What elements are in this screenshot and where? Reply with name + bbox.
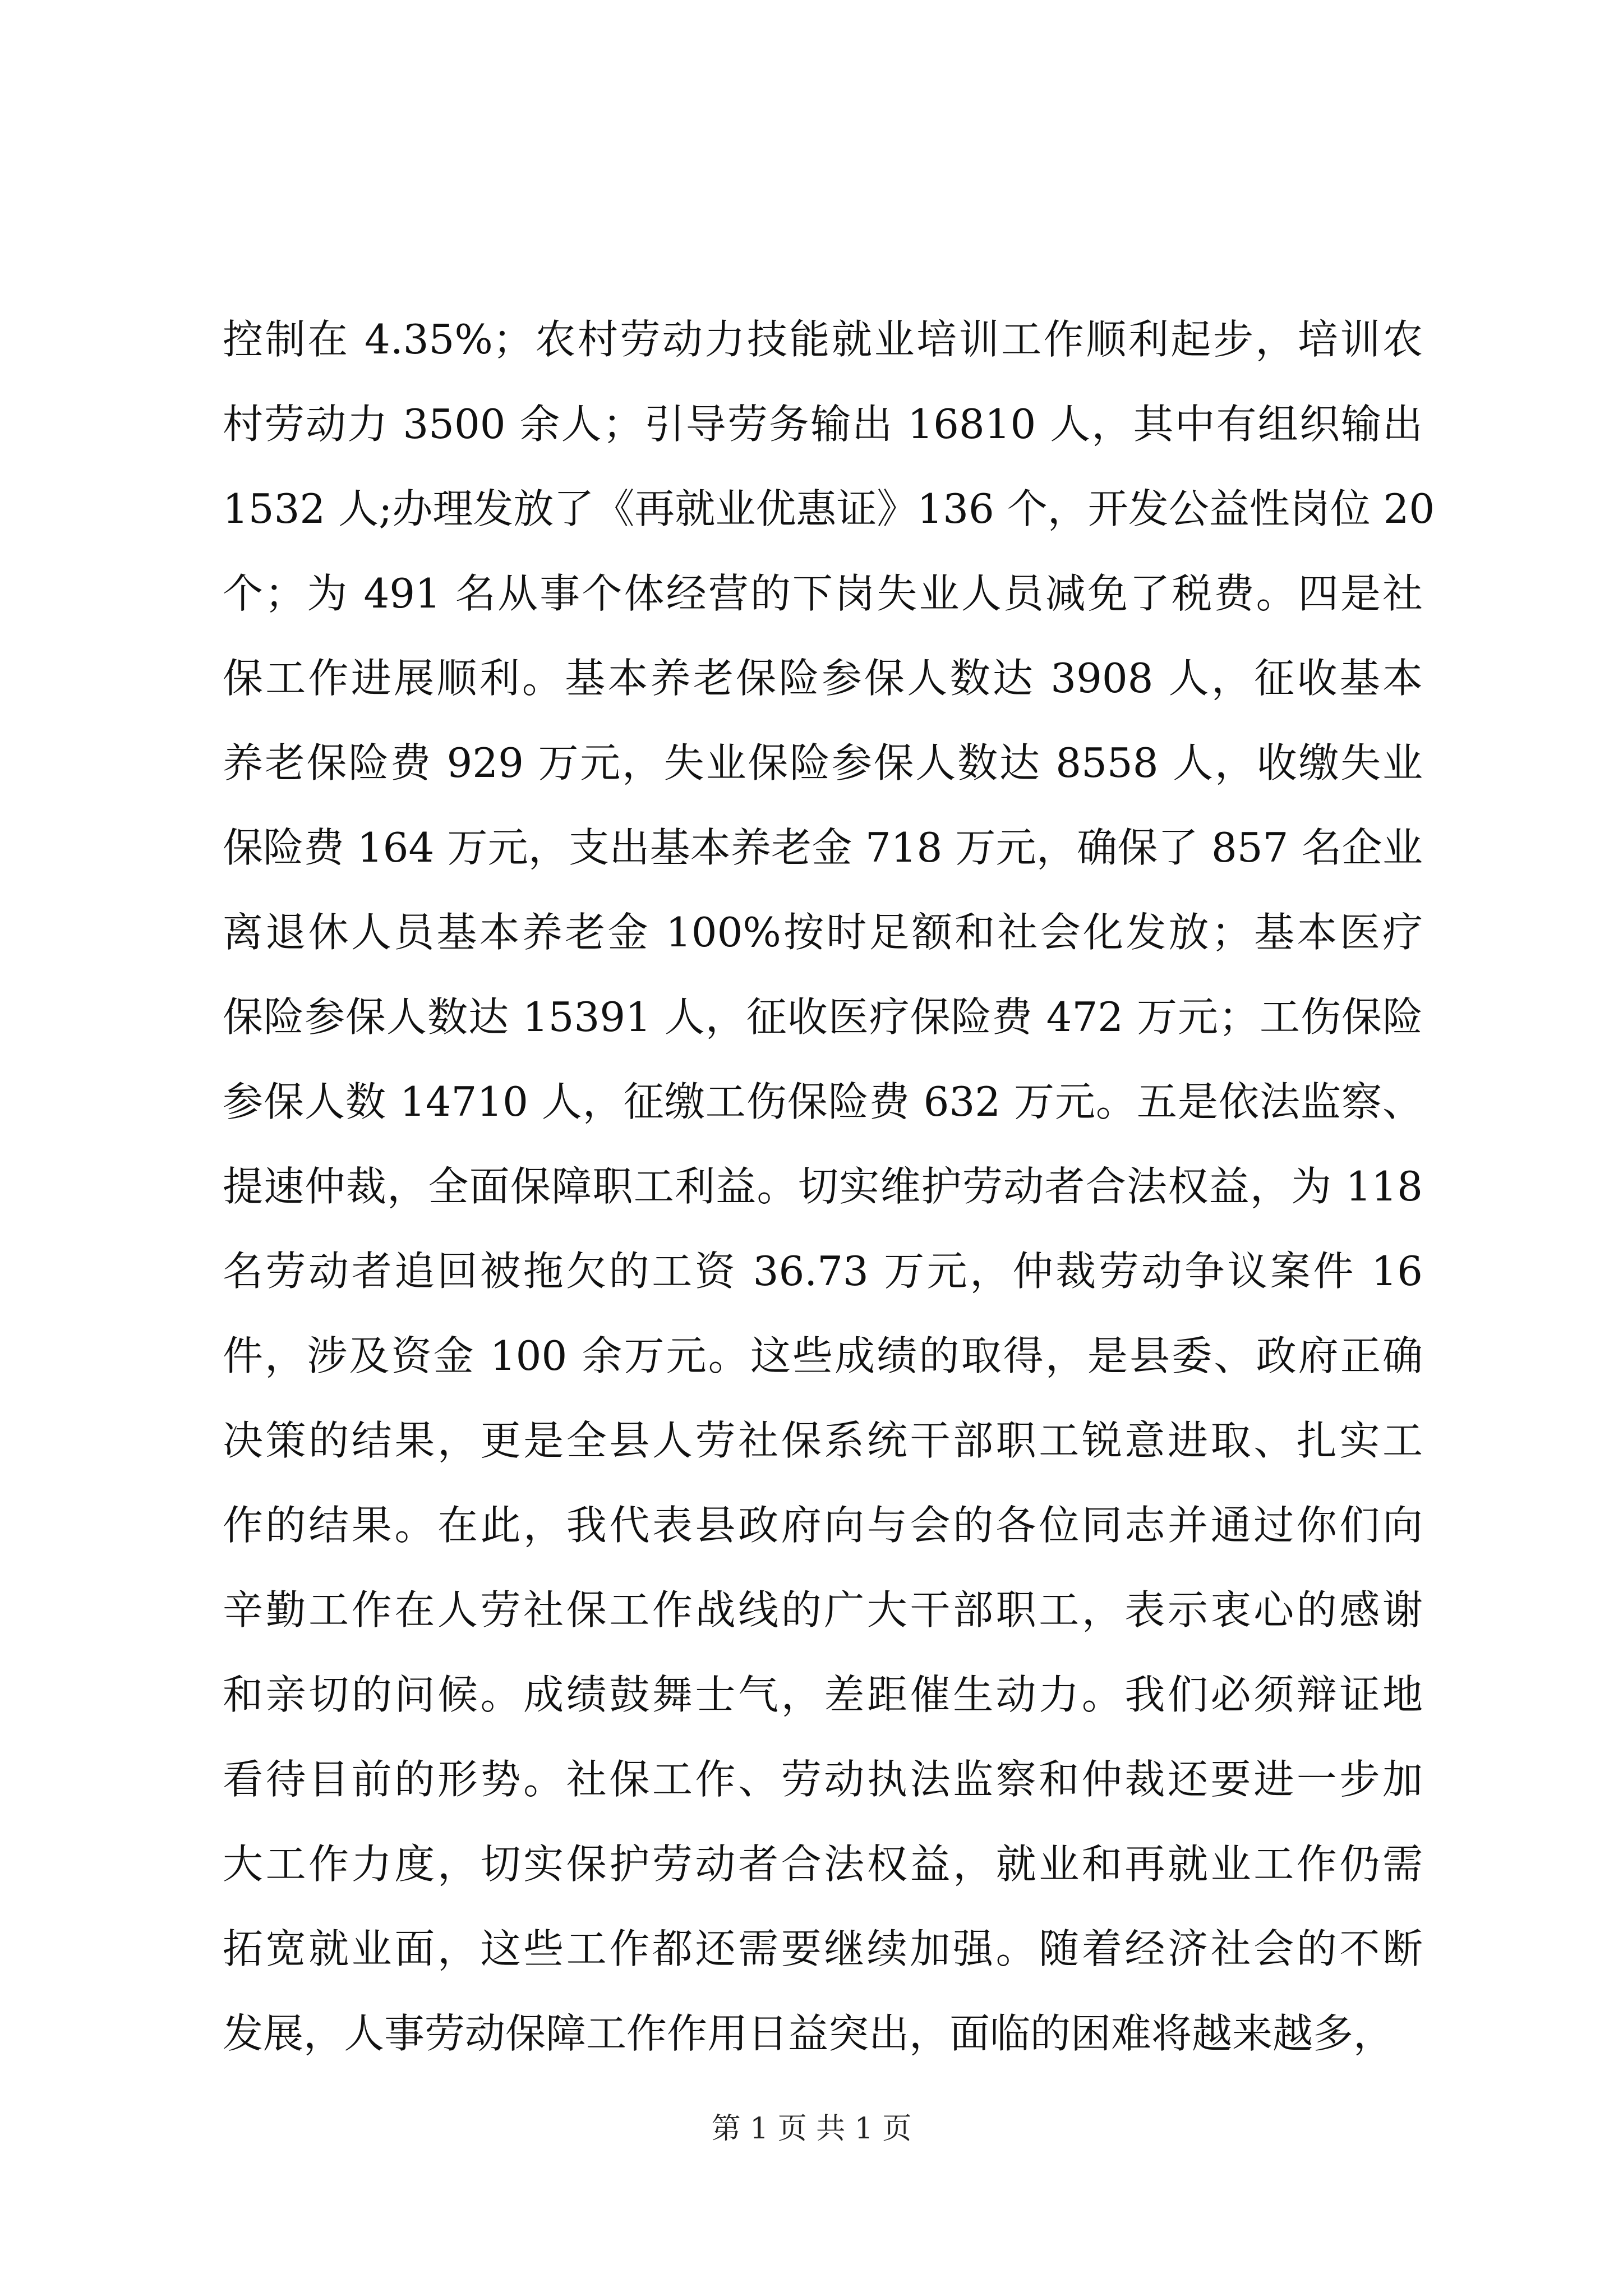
text-line: 1532 人;办理发放了《再就业优惠证》136 个，开发公益性岗位 20	[223, 485, 1435, 532]
body-text	[223, 297, 1435, 2076]
text-line: 决策的结果，更是全县人劳社保系统干部职工锐意进取、扎实工	[223, 1417, 1423, 1464]
text-line: 村劳动力 3500 余人；引导劳务输出 16810 人，其中有组织输出	[223, 401, 1423, 448]
text-line: 作的结果。在此，我代表县政府向与会的各位同志并通过你们向	[223, 1502, 1423, 1549]
text-line: 看待目前的形势。社保工作、劳动执法监察和仲裁还要进一步加	[223, 1756, 1423, 1803]
text-line: 控制在 4.35%；农村劳动力技能就业培训工作顺利起步，培训农	[223, 316, 1423, 363]
text-line: 拓宽就业面，这些工作都还需要继续加强。随着经济社会的不断	[223, 1925, 1423, 1972]
text-line: 保险费 164 万元，支出基本养老金 718 万元，确保了 857 名企业	[223, 824, 1423, 871]
text-line: 参保人数 14710 人，征缴工伤保险费 632 万元。五是依法监察、	[223, 1078, 1423, 1125]
text-line: 名劳动者追回被拖欠的工资 36.73 万元，仲裁劳动争议案件 16	[223, 1248, 1423, 1295]
text-line: 保险参保人数达 15391 人，征收医疗保险费 472 万元；工伤保险	[223, 993, 1423, 1041]
text-line: 个；为 491 名从事个体经营的下岗失业人员减免了税费。四是社	[223, 570, 1423, 617]
text-line: 养老保险费 929 万元，失业保险参保人数达 8558 人，收缴失业	[223, 739, 1423, 786]
text-line: 提速仲裁，全面保障职工利益。切实维护劳动者合法权益，为 118	[223, 1163, 1423, 1210]
text-line: 发展，人事劳动保障工作作用日益突出，面临的困难将越来越多，	[223, 2010, 1394, 2057]
text-line: 和亲切的问候。成绩鼓舞士气，差距催生动力。我们必须辩证地	[223, 1671, 1423, 1718]
text-line: 辛勤工作在人劳社保工作战线的广大干部职工，表示衷心的感谢	[223, 1586, 1423, 1634]
text-line: 保工作进展顺利。基本养老保险参保人数达 3908 人，征收基本	[223, 655, 1423, 702]
text-line: 大工作力度，切实保护劳动者合法权益，就业和再就业工作仍需	[223, 1841, 1423, 1888]
text-line: 件，涉及资金 100 余万元。这些成绩的取得，是县委、政府正确	[223, 1332, 1423, 1379]
text-line: 离退休人员基本养老金 100%按时足额和社会化发放；基本医疗	[223, 909, 1423, 956]
page-footer: 第 1 页 共 1 页	[711, 2112, 912, 2146]
